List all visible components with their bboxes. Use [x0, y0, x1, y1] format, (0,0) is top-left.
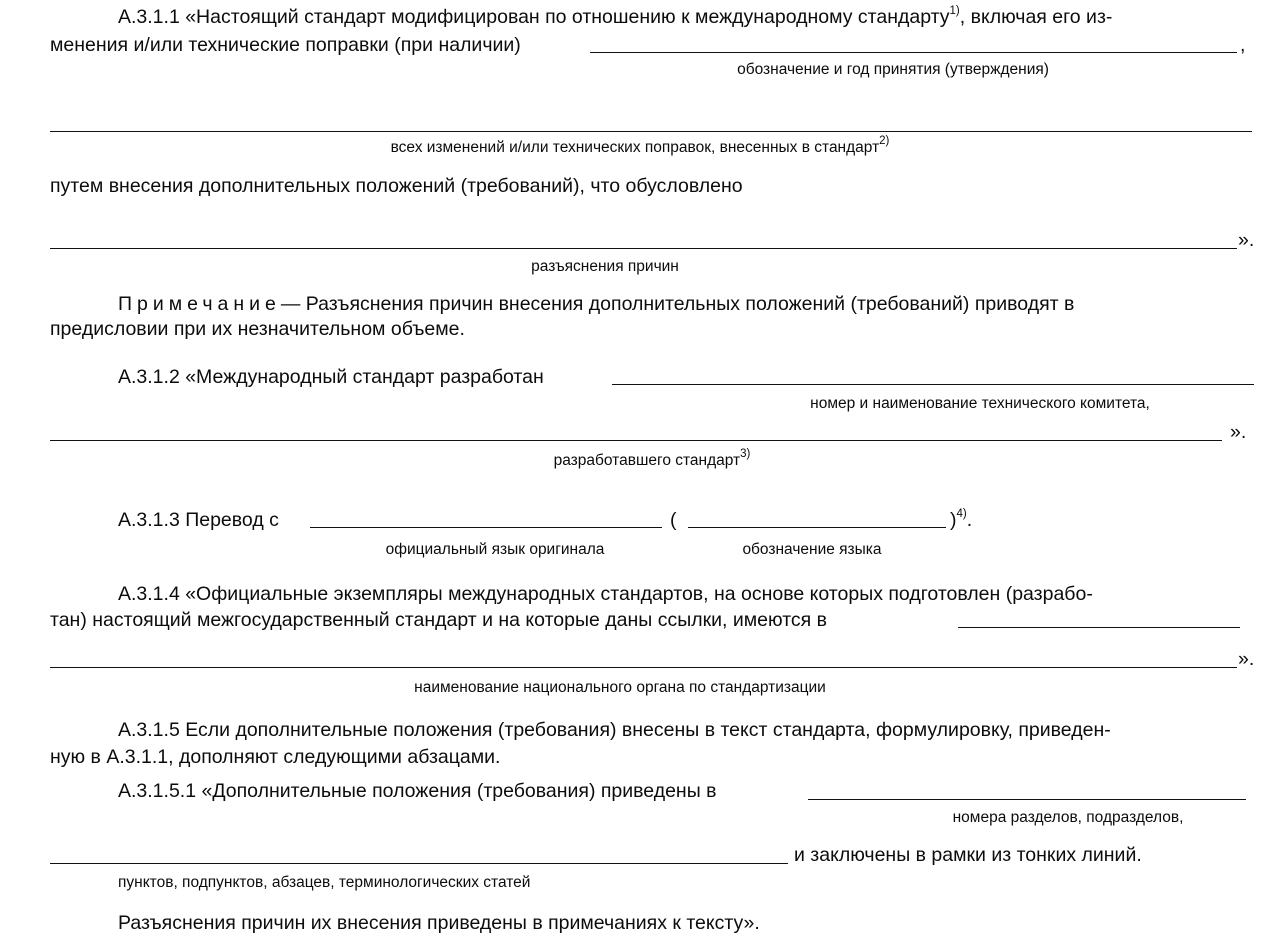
fill-line-reasons: [50, 248, 1237, 249]
clause-a3-1-1-line3: путем внесения дополнительных положений (требований), что обусловлено: [50, 175, 743, 197]
note-line1: Примечание— Разъяснения причин внесения дополнительных положений (требований) приводят в: [118, 293, 1075, 315]
footnote-ref-2: 2): [879, 134, 890, 147]
note-label: Примечание: [118, 293, 281, 315]
caption-amendments: всех изменений и/или технических поправок, внесенных в стандарт$^{2)}$: [390, 134, 890, 156]
clause-a3-1-4-line1: А.3.1.4 «Официальные экземпляры международных стандартов, на основе которых подготовлен (разрабо-: [118, 583, 1093, 605]
footnote-ref-3: 3): [740, 447, 751, 460]
note-line2: предисловии при их незначительном объеме.: [50, 318, 465, 340]
clause-a3-1-5-line2: ную в А.3.1.1, дополняют следующими абзацами.: [50, 746, 501, 768]
frame-text: и заключены в рамки из тонких линий.: [794, 844, 1142, 866]
close-paren: )$^{4)}$.: [950, 507, 973, 531]
caption-national-body: наименование национального органа по стандартизации: [414, 679, 826, 696]
clause-a3-1-1-line2: менения и/или технические поправки (при наличии): [50, 34, 521, 56]
open-paren: (: [670, 509, 677, 531]
caption-paragraphs: пунктов, подпунктов, абзацев, терминологических статей: [118, 874, 531, 891]
caption-sections: номера разделов, подразделов,: [952, 809, 1184, 826]
clause-a3-1-5-line1: А.3.1.5 Если дополнительные положения (требования) внесены в текст стандарта, формулировку, приведен-: [118, 719, 1111, 741]
fill-line-original-language: [310, 527, 662, 528]
end-quote: ».: [1238, 648, 1255, 670]
fill-line-committee: [612, 384, 1254, 385]
caption-reasons: разъяснения причин: [531, 258, 679, 275]
end-quote: ».: [1230, 421, 1247, 443]
fill-line-language-code: [688, 527, 946, 528]
caption-developed-by: разработавшего стандарт$^{3)}$: [553, 447, 751, 469]
footnote-ref-1: 1): [949, 4, 960, 17]
end-quote: ».: [1238, 229, 1255, 251]
fill-line-committee-cont: [50, 440, 1222, 441]
caption-original-language: официальный язык оригинала: [385, 541, 605, 558]
caption-language-code: обозначение языка: [742, 541, 882, 558]
clause-a3-1-5-1-line1: А.3.1.5.1 «Дополнительные положения (требования) приведены в: [118, 780, 717, 802]
fill-line-amendments: [50, 131, 1252, 132]
clause-a3-1-5-1-last: Разъяснения причин их внесения приведены в примечаниях к тексту».: [118, 912, 760, 934]
fill-line-standard-designation: [590, 52, 1237, 53]
fill-line-national-body: [958, 627, 1240, 628]
fill-line-paragraphs: [50, 863, 788, 864]
footnote-ref-4: 4): [956, 507, 967, 520]
clause-a3-1-4-line2: тан) настоящий межгосударственный стандарт и на которые даны ссылки, имеются в: [50, 609, 827, 631]
fill-line-national-body-cont: [50, 667, 1237, 668]
clause-a3-1-2-line1: А.3.1.2 «Международный стандарт разработан: [118, 366, 544, 388]
caption-committee: номер и наименование технического комитета,: [810, 395, 1150, 412]
clause-a3-1-3: А.3.1.3 Перевод с: [118, 509, 279, 531]
clause-a3-1-1-line1: А.3.1.1 «Настоящий стандарт модифицирован по отношению к международному стандарту$^{1)}$, включая его из-: [118, 4, 1113, 28]
caption-designation-year: обозначение и год принятия (утверждения): [737, 61, 1049, 78]
fill-line-sections: [808, 799, 1246, 800]
comma: ,: [1240, 34, 1246, 56]
